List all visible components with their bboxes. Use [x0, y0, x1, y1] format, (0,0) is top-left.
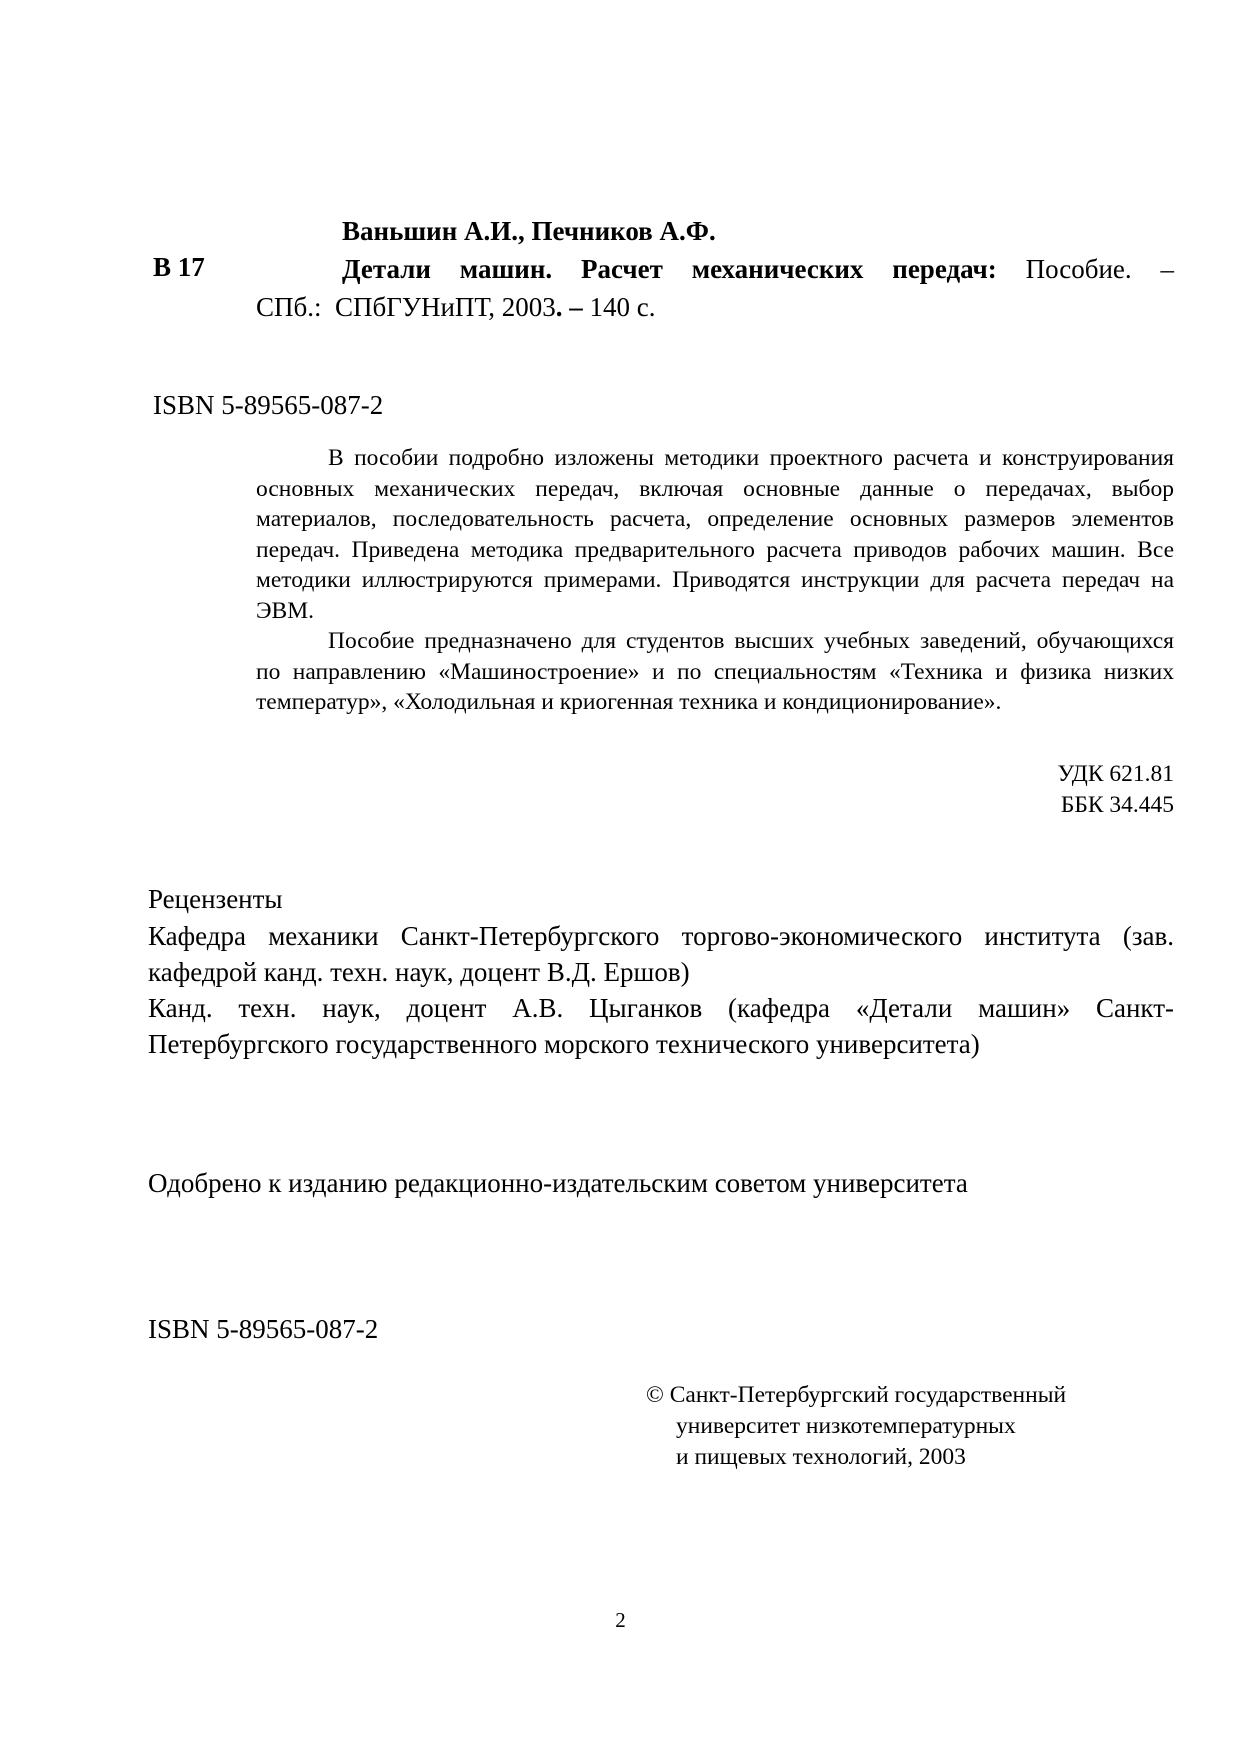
udk-code: УДК 621.81: [1057, 761, 1174, 787]
pages-dash: . –: [555, 292, 583, 322]
reviewer-1: Кафедра механики Санкт-Петербургского торгово-экономического института (зав. кафедрой канд. техн. наук, доцент В.Д. Ершов): [148, 921, 1174, 987]
annotation-paragraph-1: В пособии подробно изложены методики проектного расчета и конструирования основных механических передач, включая основные данные о передачах, выбор материалов, последовательность расчета, определение основных размеров элементов передач. Приведена методика предварительного расчета приводов рабочих машин. Все методики иллюстрируются примерами. Приводятся инструкции для расчета передач на ЭВМ.: [256, 445, 1174, 624]
bbk-code: ББК 34.445: [1060, 792, 1174, 818]
page-count: 140 с.: [589, 292, 656, 322]
annotation-paragraph-2: Пособие предназначено для студентов высших учебных заведений, обучающихся по направлению «Машиностроение» и по специальностям «Техника и физика низких температур», «Холодильная и криогенная техника и кондиционирование».: [256, 628, 1174, 715]
reviewer-2: Канд. техн. наук, доцент А.В. Цыганков (кафедра «Детали машин» Санкт-Петербургского государственного морского технического университета): [148, 993, 1174, 1059]
copyright-line-2: университет низкотемпературных: [676, 1413, 1016, 1439]
classification-code: В 17: [153, 252, 205, 282]
copyright-line-1: © Санкт-Петербургский государственный: [646, 1382, 1067, 1408]
reviewers-heading: Рецензенты: [148, 884, 283, 914]
book-title: Детали машин. Расчет механических передач:: [342, 254, 997, 284]
publication-place: СПб.:: [256, 292, 322, 322]
approval-note: Одобрено к изданию редакционно-издательским советом университета: [148, 1168, 968, 1198]
copyright-block: [646, 1380, 1066, 1473]
annotation: [256, 443, 1174, 718]
reviewers-list: [148, 918, 1174, 1062]
book-title-line: [342, 254, 1174, 285]
publication-line: [256, 292, 655, 323]
publisher-year: СПбГУНиПТ, 2003: [335, 292, 556, 322]
book-type: Пособие. –: [1025, 254, 1175, 284]
authors: Ваньшин А.И., Печников А.Ф.: [342, 216, 716, 246]
isbn-top: ISBN 5-89565-087-2: [153, 390, 384, 420]
page-number: 2: [615, 1608, 626, 1632]
isbn-bottom: ISBN 5-89565-087-2: [148, 1314, 379, 1344]
copyright-line-3: и пищевых технологий, 2003: [676, 1444, 966, 1470]
